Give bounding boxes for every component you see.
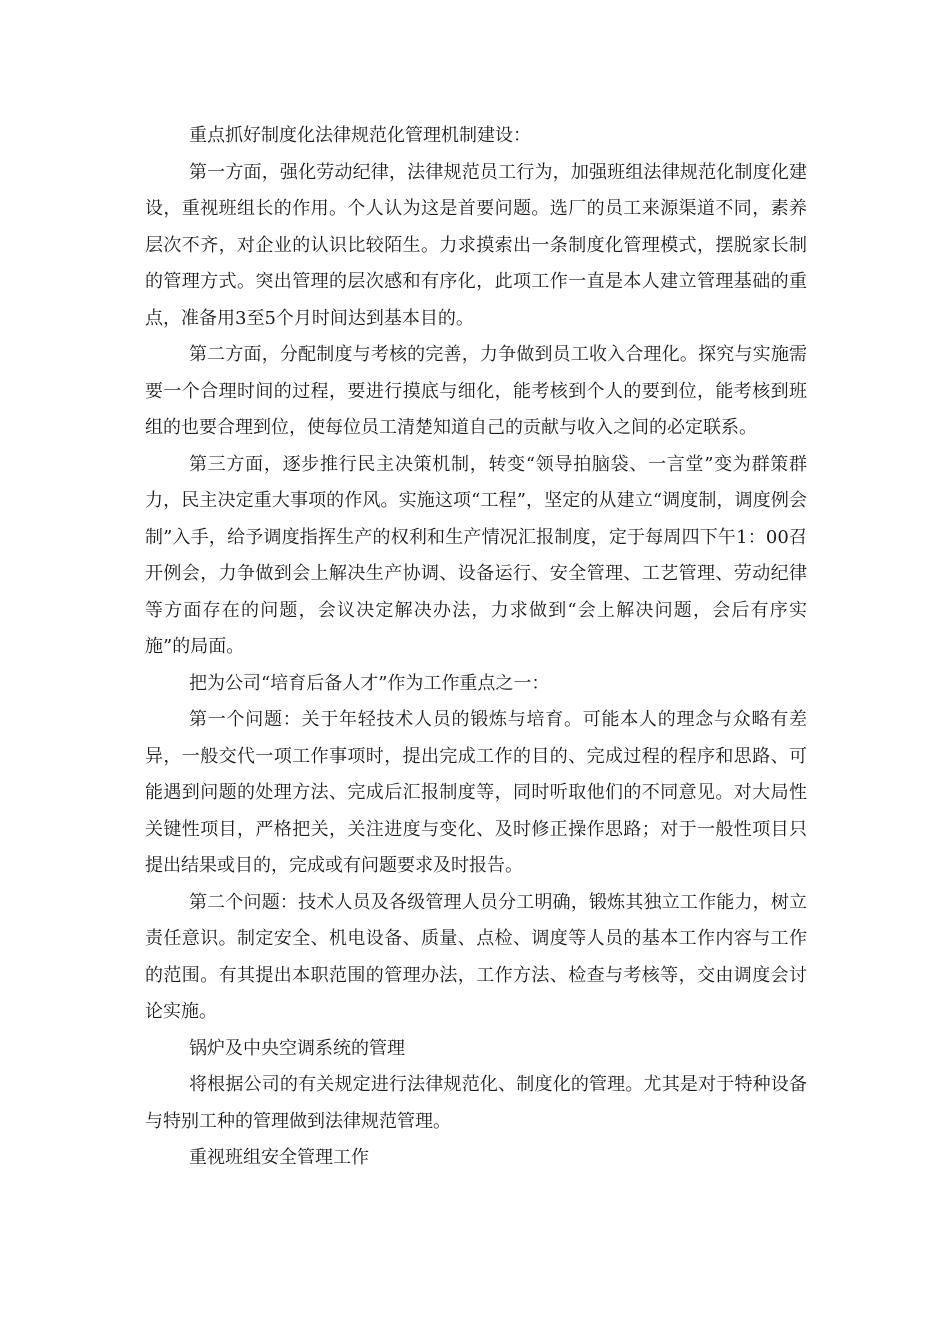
paragraph-distribution-assessment: 第二方面，分配制度与考核的完善，力争做到员工收入合理化。探究与实施需要一个合理时间的过程，要进行摸底与细化，能考核到个人的要到位，能考核到班组的也要合理到位，使每位员工清楚知道自己的贡献与收入之间的必定联系。 — [145, 344, 807, 438]
document-body — [145, 118, 807, 1177]
paragraph-young-technicians: 第一个问题：关于年轻技术人员的锻炼与培育。可能本人的理念与众略有差异，一般交代一项工作事项时，提出完成工作的目的、完成过程的程序和思路、可能遇到问题的处理方法、完成后汇报制度等，同时听取他们的不同意见。对大局性关键性项目，严格把关，关注进度与变化、及时修正操作思路；对于一般性项目只提出结果或目的，完成或有问题要求及时报告。 — [145, 709, 807, 876]
paragraph-boiler-ac-management: 将根据公司的有关规定进行法律规范化、制度化的管理。尤其是对于特种设备与特别工种的管理做到法律规范管理。 — [145, 1074, 807, 1132]
paragraph-heading-boiler-ac: 锅炉及中央空调系统的管理 — [189, 1037, 405, 1059]
paragraph-labor-discipline: 第一方面，强化劳动纪律，法律规范员工行为，加强班组法律规范化制度化建设，重视班组长的作用。个人认为这是首要问题。选厂的员工来源渠道不同，素养层次不齐，对企业的认识比较陌生。力求摸索出一条制度化管理模式，摆脱家长制的管理方式。突出管理的层次感和有序化，此项工作一直是本人建立管理基础的重点，准备用3至5个月时间达到基本目的。 — [145, 161, 807, 329]
paragraph-heading-system-building: 重点抓好制度化法律规范化管理机制建设： — [189, 125, 531, 146]
paragraph-democratic-decision: 第三方面，逐步推行民主决策机制，转变“领导拍脑袋、一言堂”变为群策群力，民主决定重大事项的作风。实施这项“工程”，坚定的从建立“调度制，调度例会制”入手，给予调度指挥生产的权利和生产情况汇报制度，定于每周四下午1：00召开例会，力争做到会上解决生产协调、设备运行、安全管理、工艺管理、劳动纪律等方面存在的问题，会议决定解决办法，力求做到“会上解决问题，会后有序实施”的局面。 — [145, 453, 807, 657]
paragraph-heading-talent-reserve: 把为公司“培育后备人才”作为工作重点之一： — [189, 672, 550, 694]
paragraph-heading-team-safety: 重视班组安全管理工作 — [189, 1147, 369, 1168]
paragraph-division-of-work: 第二个问题：技术人员及各级管理人员分工明确，锻炼其独立工作能力，树立责任意识。制定安全、机电设备、质量、点检、调度等人员的基本工作内容与工作的范围。有其提出本职范围的管理办法，工作方法、检查与考核等，交由调度会讨论实施。 — [145, 891, 807, 1022]
